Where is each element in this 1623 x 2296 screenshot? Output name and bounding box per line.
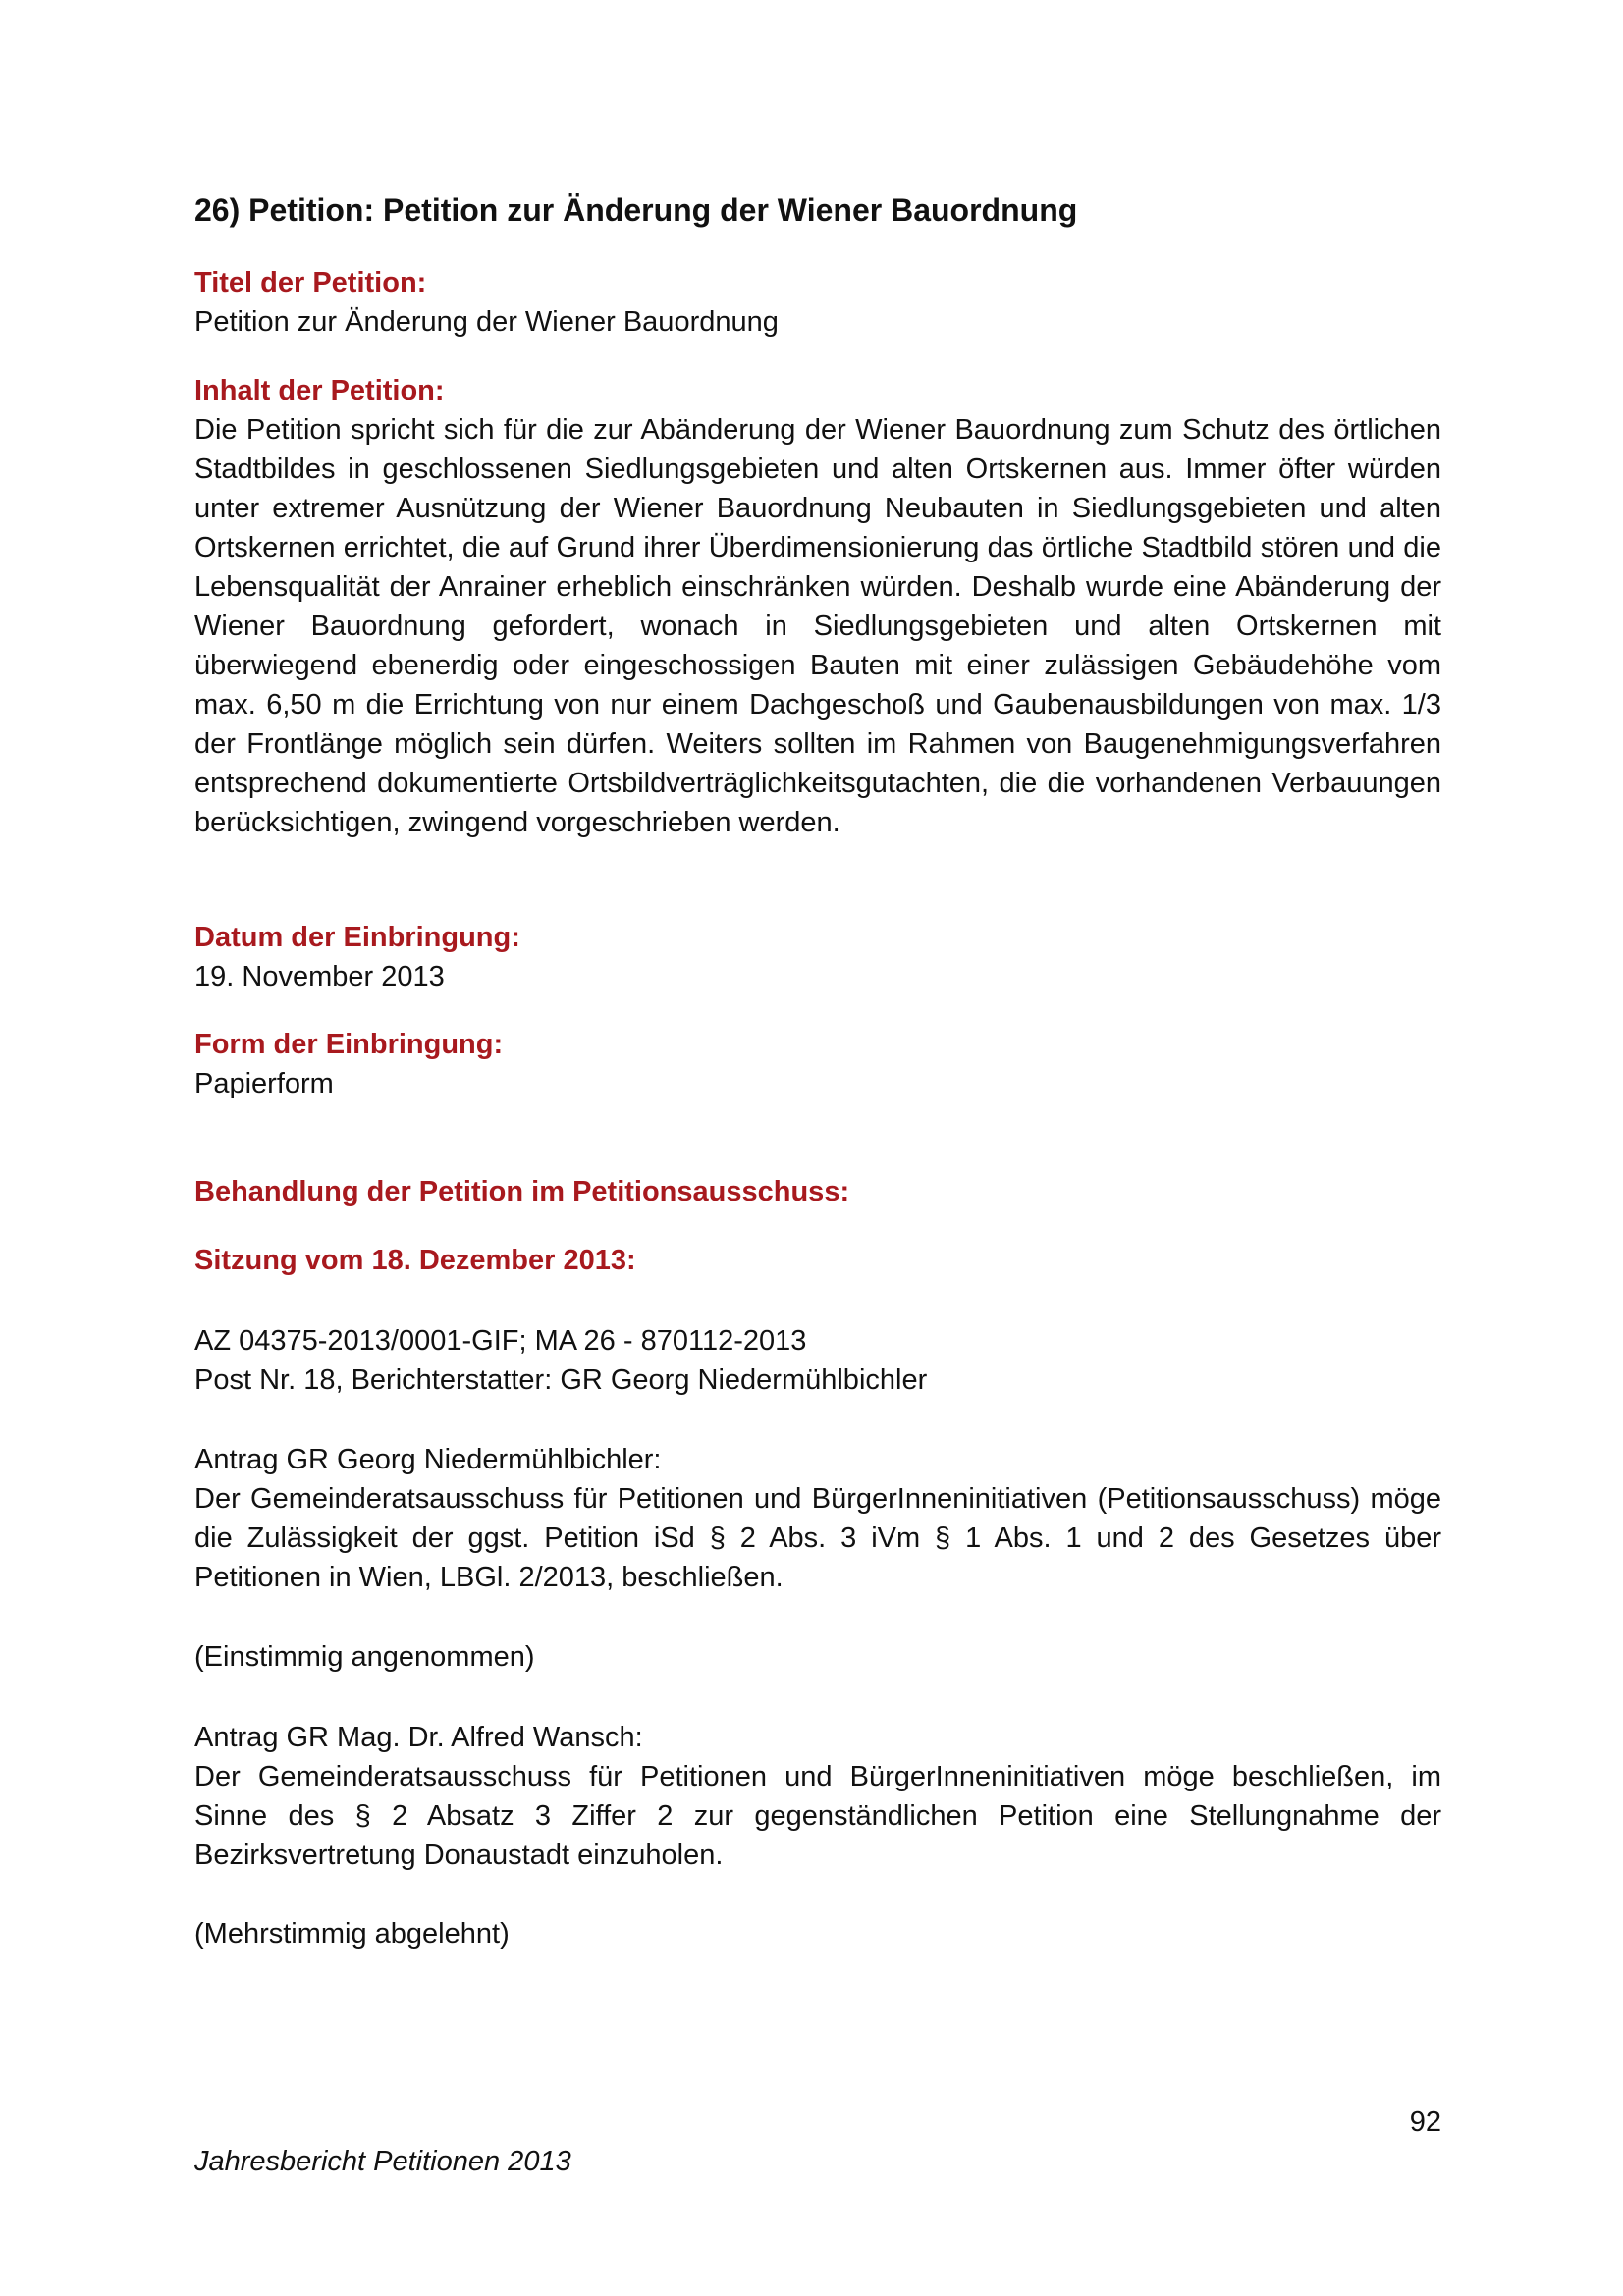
form-label: Form der Einbringung: bbox=[194, 1029, 504, 1060]
antrag1-title: Antrag GR Georg Niedermühlbichler: bbox=[194, 1444, 662, 1475]
inhalt-value: Die Petition spricht sich für die zur Abänderung der Wiener Bauordnung zum Schutz des örtlichen Stadtbildes in geschlossenen Siedlungsgebieten und alten Ortskernen aus. Immer öfter würden unter extremer Ausnützung der Wiener Bauordnung Neubauten in Siedlungsgebieten und alten Ortskernen errichtet, die auf Grund ihrer Überdimensionierung das örtliche Stadtbild stören und die Lebensqualität der Anrainer erheblich einschränken würden. Deshalb wurde eine Abänderung der Wiener Bauordnung gefordert, wonach in Siedlungsgebieten und alten Ortskernen mit überwiegend ebenerdig oder eingeschossigen Bauten mit einer zulässigen Gebäudehöhe vom max. 6,50 m die Errichtung von nur einem Dachgeschoß und Gaubenausbildungen von max. 1/3 der Frontlänge möglich sein dürfen. Weiters sollten im Rahmen von Baugenehmigungsverfahren entsprechend dokumentierte Ortsbildverträglichkeitsgutachten, die die vorhandenen Verbauungen berücksichtigen, zwingend vorgeschrieben werden. bbox=[194, 414, 1441, 838]
az-reference: AZ 04375-2013/0001-GIF; MA 26 - 870112-2013 bbox=[194, 1325, 807, 1357]
reference-block bbox=[194, 1321, 1441, 1400]
sitzung-label: Sitzung vom 18. Dezember 2013: bbox=[194, 1245, 636, 1276]
petition-heading: 26) Petition: Petition zur Änderung der Wiener Bauordnung bbox=[194, 192, 1078, 228]
inhalt-label: Inhalt der Petition: bbox=[194, 375, 445, 406]
inhalt-section bbox=[194, 371, 1441, 842]
titel-section bbox=[194, 263, 1441, 342]
titel-label: Titel der Petition: bbox=[194, 267, 427, 298]
document-page bbox=[194, 0, 1441, 2296]
antrag2-title: Antrag GR Mag. Dr. Alfred Wansch: bbox=[194, 1722, 643, 1753]
form-value: Papierform bbox=[194, 1068, 334, 1099]
antrag1-block bbox=[194, 1440, 1441, 1597]
datum-value: 19. November 2013 bbox=[194, 961, 445, 992]
antrag1-result: (Einstimmig angenommen) bbox=[194, 1641, 535, 1673]
antrag1-text: Der Gemeinderatsausschuss für Petitionen und BürgerInneninitiativen (Petitionsausschuss) möge die Zulässigkeit der ggst. Petition iSd § 2 Abs. 3 iVm § 1 Abs. 1 und 2 des Gesetzes über Petitionen in Wien, LBGl. 2/2013, beschließen. bbox=[194, 1483, 1441, 1593]
datum-section bbox=[194, 918, 1441, 996]
page-number: 92 bbox=[1409, 2107, 1441, 2138]
form-section bbox=[194, 1025, 1441, 1103]
behandlung-label: Behandlung der Petition im Petitionsausschuss: bbox=[194, 1176, 850, 1207]
antrag2-block bbox=[194, 1718, 1441, 1875]
datum-label: Datum der Einbringung: bbox=[194, 922, 520, 953]
antrag2-text: Der Gemeinderatsausschuss für Petitionen und BürgerInneninitiativen möge beschließen, im Sinne des § 2 Absatz 3 Ziffer 2 zur gegenständlichen Petition eine Stellungnahme der Bezirksvertretung Donaustadt einzuholen. bbox=[194, 1761, 1441, 1871]
post-reference: Post Nr. 18, Berichterstatter: GR Georg Niedermühlbichler bbox=[194, 1364, 928, 1396]
antrag2-result: (Mehrstimmig abgelehnt) bbox=[194, 1918, 510, 1949]
titel-value: Petition zur Änderung der Wiener Bauordnung bbox=[194, 306, 779, 338]
footer-title: Jahresbericht Petitionen 2013 bbox=[194, 2146, 571, 2177]
